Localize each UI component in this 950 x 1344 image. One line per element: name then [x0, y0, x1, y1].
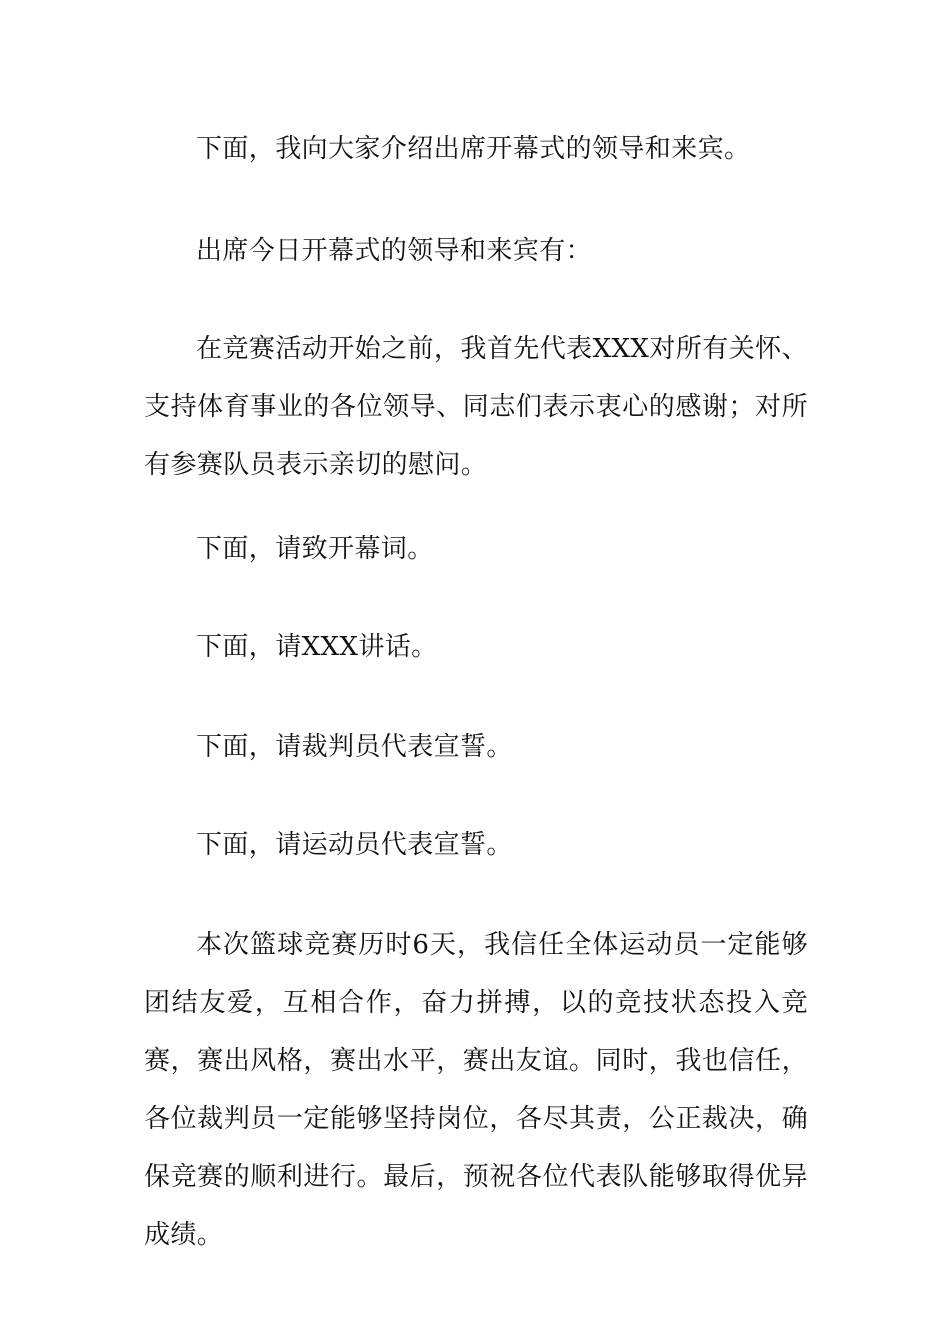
paragraph-referee-oath: 下面，请裁判员代表宣誓。: [196, 732, 513, 762]
paragraph-opening-address: 下面，请致开幕词。: [196, 534, 434, 564]
paragraph-athlete-oath: 下面，请运动员代表宣誓。: [196, 830, 513, 860]
paragraph-closing-wishes: 本次篮球竞赛历时6天，我信任全体运动员一定能够团结友爱，互相合作，奋力拼搏，以的竞技状态投入竞赛，赛出风格，赛出水平，赛出友谊。同时，我也信任，各位裁判员一定能够坚持岗位，各尽其责，公正裁决，确保竞赛的顺利进行。最后，预祝各位代表队能够取得优异成绩。: [144, 930, 808, 1250]
paragraph-thanks: 在竞赛活动开始之前，我首先代表XXX对所有关怀、支持体育事业的各位领导、同志们表示衷心的感谢；对所有参赛队员表示亲切的慰问。: [144, 334, 808, 480]
paragraph-guest-list-intro: 出席今日开幕式的领导和来宾有：: [196, 236, 593, 266]
paragraph-introduce-guests: 下面，我向大家介绍出席开幕式的领导和来宾。: [196, 134, 751, 164]
paragraph-speech: 下面，请XXX讲话。: [196, 632, 438, 662]
